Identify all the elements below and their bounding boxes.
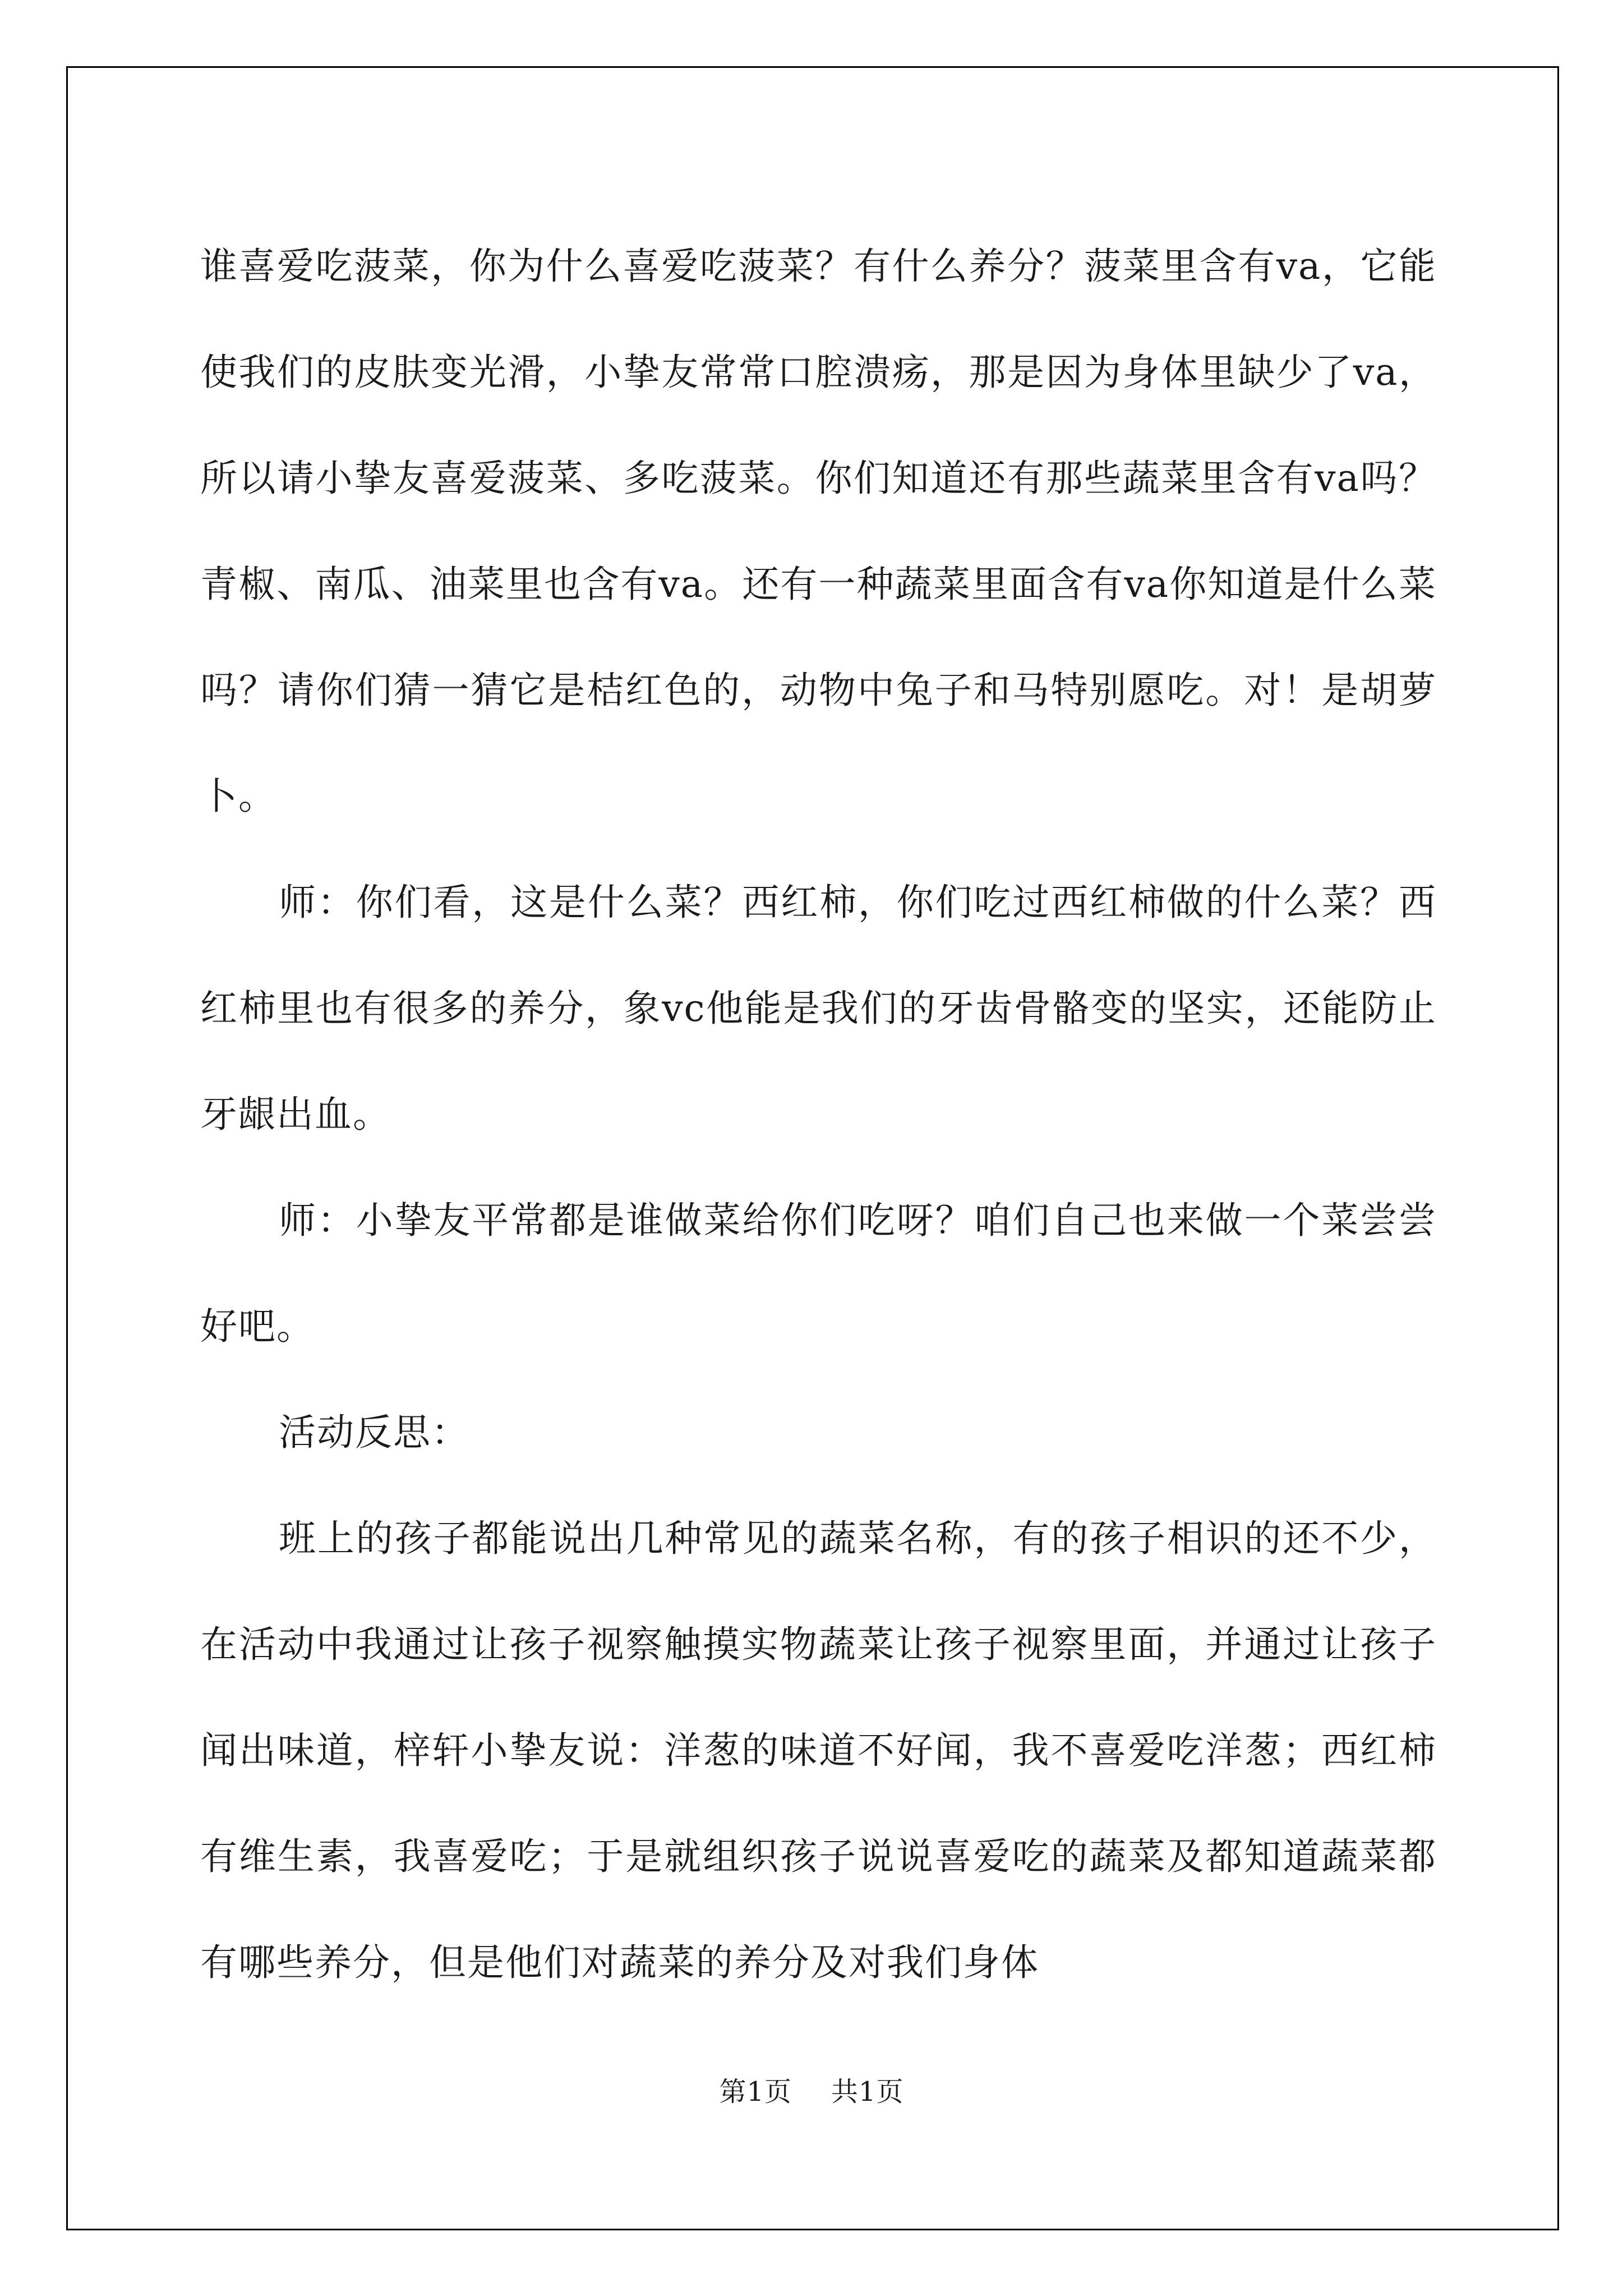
paragraph-2: 师：你们看，这是什么菜？西红柿，你们吃过西红柿做的什么菜？西红柿里也有很多的养分，象vc他能是我们的牙齿骨骼变的坚实，还能防止牙龈出血。: [200, 881, 1437, 1136]
page-number: 第1页: [719, 2076, 792, 2108]
paragraph-5: 班上的孩子都能说出几种常见的蔬菜名称，有的孩子相识的还不少，在活动中我通过让孩子视察触摸实物蔬菜让孩子视察里面，并通过让孩子闻出味道，梓轩小挚友说：洋葱的味道不好闻，我不喜爱吃洋葱；西红柿有维生素，我喜爱吃；于是就组织孩子说说喜爱吃的蔬菜及都知道蔬菜都有哪些养分，但是他们对蔬菜的养分及对我们身体: [200, 1517, 1437, 1984]
page-footer: [0, 2070, 1623, 2109]
paragraph-3: 师：小挚友平常都是谁做菜给你们吃呀？咱们自己也来做一个菜尝尝好吧。: [200, 1199, 1437, 1348]
paragraph-1: 谁喜爱吃菠菜，你为什么喜爱吃菠菜？有什么养分？菠菜里含有va，它能使我们的皮肤变光滑，小挚友常常口腔溃疡，那是因为身体里缺少了va，所以请小挚友喜爱菠菜、多吃菠菜。你们知道还有那些蔬菜里含有va吗？青椒、南瓜、油菜里也含有va。还有一种蔬菜里面含有va你知道是什么菜吗？请你们猜一猜它是桔红色的，动物中兔子和马特别愿吃。对！是胡萝卜。: [200, 245, 1437, 818]
page-total: 共1页: [831, 2076, 904, 2108]
paragraph-4: 活动反思：: [279, 1411, 469, 1454]
document-body: [200, 213, 1437, 2016]
